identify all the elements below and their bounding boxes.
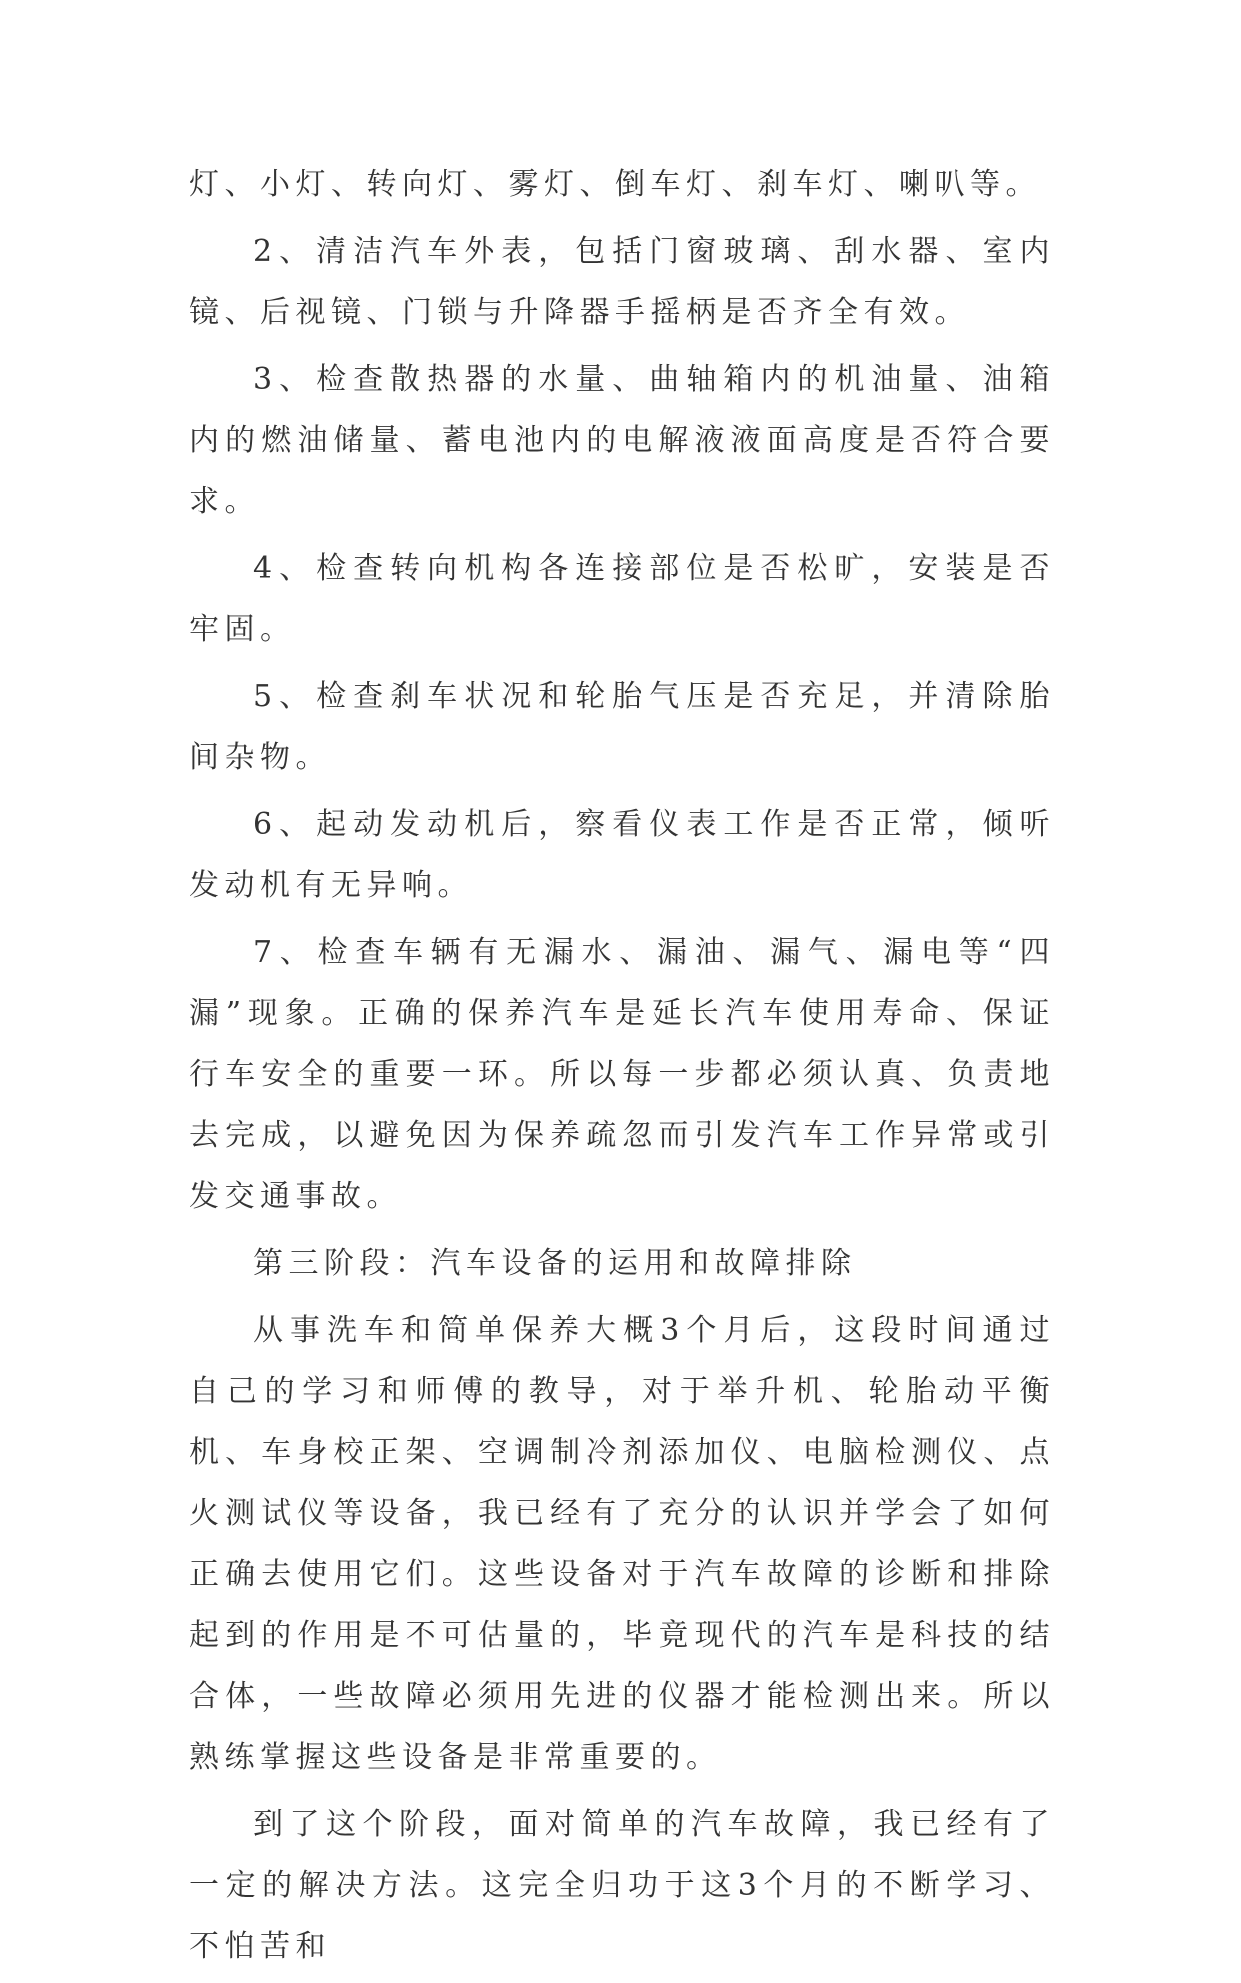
paragraph-6: 6、起动发动机后，察看仪表工作是否正常，倾听发动机有无异响。: [189, 807, 1055, 903]
body-text: [189, 154, 1055, 1983]
paragraph-9: 到了这个阶段，面对简单的汽车故障，我已经有了一定的解决方法。这完全归功于这3个月的不断学习、不怕苦和: [189, 1807, 1055, 1964]
paragraph-5: 5、检查刹车状况和轮胎气压是否充足，并清除胎间杂物。: [189, 679, 1055, 775]
paragraph-4: 4、检查转向机构各连接部位是否松旷，安装是否牢固。: [189, 551, 1055, 647]
paragraph-1: 灯、小灯、转向灯、雾灯、倒车灯、刹车灯、喇叭等。: [189, 167, 1041, 202]
section-heading: 第三阶段：汽车设备的运用和故障排除: [253, 1246, 857, 1281]
paragraph-8: 从事洗车和简单保养大概3个月后，这段时间通过自己的学习和师傅的教导，对于举升机、轮胎动平衡机、车身校正架、空调制冷剂添加仪、电脑检测仪、点火测试仪等设备，我已经有了充分的认识并学会了如何正确去使用它们。这些设备对于汽车故障的诊断和排除起到的作用是不可估量的，毕竟现代的汽车是科技的结合体，一些故障必须用先进的仪器才能检测出来。所以熟练掌握这些设备是非常重要的。: [189, 1313, 1055, 1775]
paragraph-7: 7、检查车辆有无漏水、漏油、漏气、漏电等“四漏”现象。正确的保养汽车是延长汽车使用寿命、保证行车安全的重要一环。所以每一步都必须认真、负责地去完成，以避免因为保养疏忽而引发汽车工作异常或引发交通事故。: [189, 935, 1055, 1214]
paragraph-3: 3、检查散热器的水量、曲轴箱内的机油量、油箱内的燃油储量、蓄电池内的电解液液面高度是否符合要求。: [189, 362, 1055, 519]
paragraph-2: 2、清洁汽车外表，包括门窗玻璃、刮水器、室内镜、后视镜、门锁与升降器手摇柄是否齐全有效。: [189, 234, 1055, 330]
